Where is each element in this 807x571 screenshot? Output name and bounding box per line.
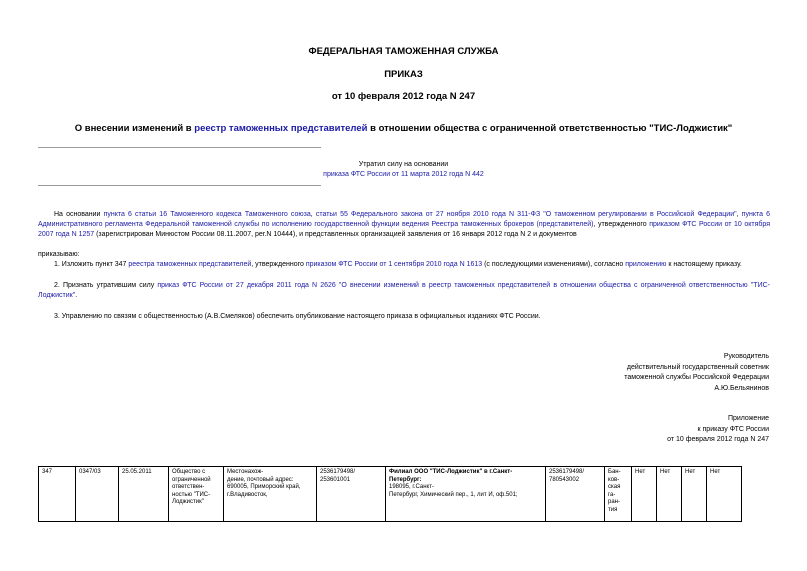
link-federal-law-311[interactable]: статьи 55 Федерального закона от 27 ноября 2010 года N 311-ФЗ "О таможенном регулировании в Российской Федерации" (315, 211, 737, 218)
item1-text-2: , утвержденного (251, 261, 306, 268)
lost-force-note: Утратил силу на основании (358, 161, 449, 168)
item1-text-3: (с последующими изменениями), согласно (482, 261, 626, 268)
cell-line: ответствен- (172, 484, 205, 490)
order-item-3: 3. Управлению по связям с общественностью (А.В.Смеляков) обеспечить опубликование настоящего приказа в официальных изданиях ФТС России. (54, 313, 541, 320)
preamble-text-1: На основании (54, 211, 104, 218)
cell-branch (386, 467, 546, 522)
link-customs-register[interactable]: реестр таможенных представителей (194, 123, 368, 134)
item2-text-1: 2. Признать утратившим силу (54, 282, 158, 289)
order-item-2 (38, 281, 770, 301)
cell-line: Петербург, Химический пер., 1, лит И, оф.501; (389, 491, 518, 498)
cell-address (224, 467, 317, 522)
link-appendix[interactable]: приложению (625, 261, 667, 268)
cell-line: Общество с (172, 469, 206, 475)
preamble-text-3: , (736, 211, 742, 218)
preamble-paragraph (38, 210, 770, 240)
preamble-text-5: (зарегистрирован Минюстом России 08.11.2007, рег.N 10444), и представленных организацией заявления от 16 января 2012 года N 2 и документов (94, 231, 577, 238)
agency-name: ФЕДЕРАЛЬНАЯ ТАМОЖЕННАЯ СЛУЖБА (308, 46, 499, 57)
order-word: приказываю: (38, 251, 80, 258)
appendix-block (667, 414, 769, 446)
cell-line: Петербург: (389, 476, 422, 483)
cell-line: 2536179498/ (549, 469, 585, 475)
cell-line: 2536179498/ (320, 469, 356, 475)
signature-line-3: таможенной службы Российской Федерации (624, 374, 769, 381)
cell-registry-no: 0347/03 (76, 467, 119, 522)
link-admin-regulation[interactable]: пункта 6 Административного регламента Федеральной таможенной службы по исполнению государственной функции ведения Реестра таможенных брокеров (представителей) (38, 211, 771, 228)
title-text-post: в отношении общества с ограниченной ответственностью "ТИС-Лоджистик" (367, 123, 733, 134)
title-text-pre: О внесении изменений в (74, 123, 195, 134)
cell-line: ков- (608, 476, 620, 483)
cell-branch-inn-kpp (546, 467, 605, 522)
preamble-text-4: , утвержденного (593, 221, 650, 228)
table-row (39, 467, 742, 522)
cell-line: ограниченной (172, 476, 211, 483)
cell-line: 198095, г.Санкт- (389, 484, 434, 490)
link-order-2626[interactable]: приказ ФТС России от 27 декабря 2011 года N 2626 "О внесении изменений в реестр таможенных представителей в отношении общества с ограниченной ответственностью "ТИС-Лоджистик" (38, 282, 770, 299)
cell-line: Филиал ООО "ТИС-Лоджистик" в г.Санкт- (389, 469, 513, 475)
link-order-1257[interactable]: приказом ФТС России от 10 октября 2007 года N 1257 (38, 221, 770, 238)
cell-number: 347 (39, 467, 76, 522)
cell-line: 780543002 (549, 476, 580, 483)
cell-line: Бан- (608, 469, 621, 475)
appendix-line-1: Приложение (727, 415, 769, 422)
item1-text-4: к настоящему приказу. (666, 261, 742, 268)
divider-bottom (38, 185, 321, 186)
link-register[interactable]: реестра таможенных представителей (128, 261, 252, 268)
cell-line: 253601001 (320, 476, 351, 483)
cell-line: ская га- (608, 484, 621, 498)
cell-line: ностью "ТИС- (172, 491, 211, 498)
lost-force-link-line (0, 171, 807, 178)
cell-flag-2: Нет (657, 467, 682, 522)
cell-line: Местонахож- (227, 469, 264, 475)
cell-date: 25.05.2011 (119, 467, 169, 522)
cell-line: 690005, Приморский край, (227, 484, 301, 490)
cell-inn-kpp (317, 467, 386, 522)
signature-name: А.Ю.Бельянинов (714, 384, 769, 392)
signature-block (624, 352, 769, 394)
appendix-line-2: к приказу ФТС России (697, 425, 769, 433)
item1-text-1: 1. Изложить пункт 347 (54, 261, 129, 268)
doc-title (0, 123, 807, 134)
cell-flag-3: Нет (682, 467, 707, 522)
doc-type: ПРИКАЗ (384, 69, 423, 80)
cell-line: дение, почтовый адрес: (227, 476, 294, 483)
link-customs-code-art16[interactable]: пункта 6 статьи 16 Таможенного кодекса Таможенного союза (103, 211, 311, 218)
divider-top (38, 147, 321, 148)
doc-date-number: от 10 февраля 2012 года N 247 (331, 91, 476, 102)
cell-org-name (169, 467, 224, 522)
register-table (38, 466, 742, 522)
cell-flag-4: Нет (707, 467, 742, 522)
cell-line: ран- (608, 499, 620, 505)
link-order-442[interactable]: приказа ФТС России от 11 марта 2012 года N 442 (323, 171, 484, 178)
cell-guarantee (605, 467, 632, 522)
cell-line: Лоджистик" (172, 499, 204, 505)
cell-line: тия (608, 506, 618, 513)
signature-line-1: Руководитель (723, 353, 769, 360)
cell-flag-1: Нет (632, 467, 657, 522)
order-item-1 (38, 260, 770, 270)
item2-text-2: . (75, 292, 78, 299)
signature-line-2: действительный государственный советник (626, 363, 769, 371)
cell-line: г.Владивосток, (227, 491, 268, 498)
appendix-line-3: от 10 февраля 2012 года N 247 (667, 436, 769, 443)
link-order-1613[interactable]: приказом ФТС России от 1 сентября 2010 года N 1613 (305, 261, 483, 268)
preamble-text-2: , (310, 211, 316, 218)
